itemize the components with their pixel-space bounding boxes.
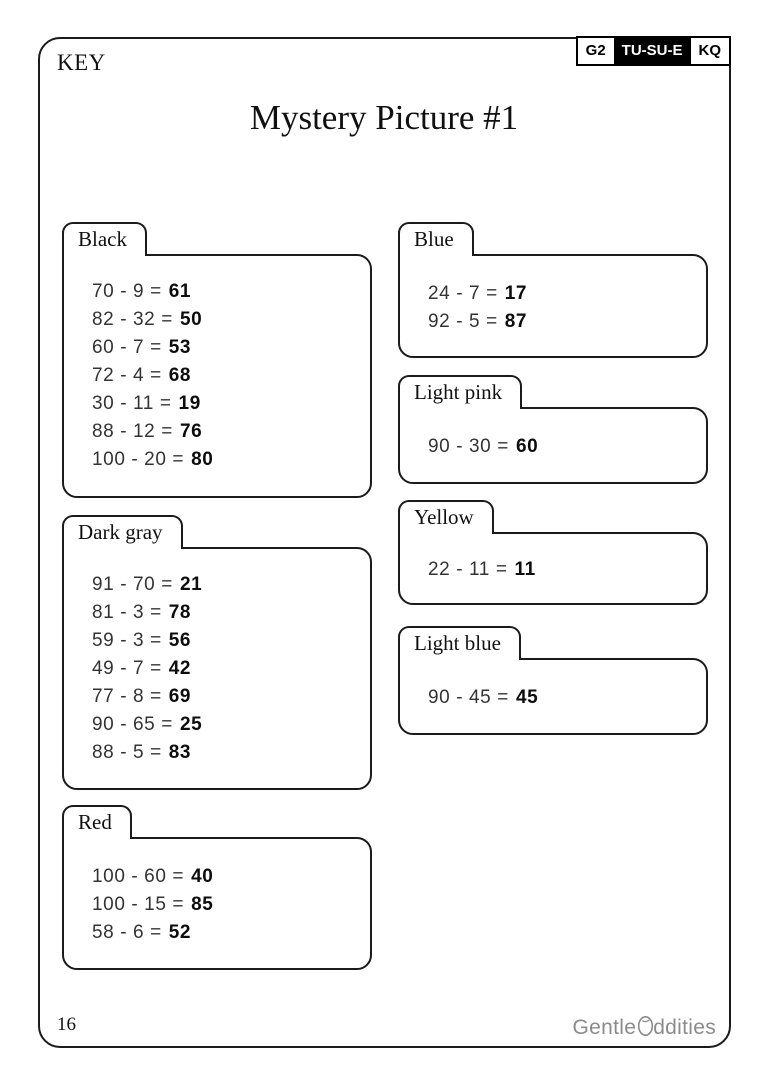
badge-grade: G2 <box>578 38 614 64</box>
equation-expression: 59 - 3 = <box>92 630 162 651</box>
equation-row <box>428 556 706 584</box>
badge-topic-code: TU-SU-E <box>614 38 691 64</box>
color-box-yellow <box>398 500 708 605</box>
equation-row <box>92 599 370 627</box>
equation-expression: 81 - 3 = <box>92 602 162 623</box>
equation-row <box>428 433 706 461</box>
equation-answer: 11 <box>514 559 536 580</box>
equation-list <box>400 409 706 461</box>
equation-expression: 100 - 60 = <box>92 866 185 887</box>
equation-answer: 50 <box>179 309 203 330</box>
equation-answer: 45 <box>515 687 539 708</box>
equation-list <box>64 549 370 767</box>
equation-expression: 72 - 4 = <box>92 365 162 386</box>
equation-row <box>92 683 370 711</box>
color-box-red-tab: Red <box>62 805 132 839</box>
equation-expression: 60 - 7 = <box>92 337 162 358</box>
color-box-light-blue-tab: Light blue <box>398 626 521 660</box>
equation-answer: 21 <box>179 574 203 595</box>
page-number: 16 <box>57 1014 76 1035</box>
equation-answer: 40 <box>191 866 214 887</box>
equation-row <box>428 280 706 308</box>
color-box-light-pink-tab: Light pink <box>398 375 522 409</box>
brand-text-suffix: ddities <box>653 1016 716 1039</box>
color-box-blue-body <box>398 254 708 358</box>
equation-list <box>400 256 706 336</box>
egg-o-icon <box>637 1013 654 1043</box>
equation-list <box>64 256 370 474</box>
equation-list <box>64 839 370 947</box>
brand-logo <box>573 1013 717 1043</box>
color-box-red <box>62 805 372 970</box>
equation-row <box>428 308 706 336</box>
equation-row <box>92 711 370 739</box>
equation-expression: 82 - 32 = <box>92 309 173 330</box>
page-title: Mystery Picture #1 <box>249 98 519 137</box>
equation-answer: 68 <box>168 365 192 386</box>
equation-expression: 49 - 7 = <box>92 658 162 679</box>
equation-expression: 70 - 9 = <box>92 281 162 302</box>
color-box-black <box>62 222 372 498</box>
equation-expression: 91 - 70 = <box>92 574 173 595</box>
color-box-light-blue <box>398 626 708 735</box>
equation-answer: 60 <box>515 436 539 457</box>
equation-answer: 42 <box>168 658 192 679</box>
color-box-black-body <box>62 254 372 498</box>
equation-expression: 90 - 30 = <box>428 436 509 457</box>
equation-expression: 88 - 5 = <box>92 742 162 763</box>
equation-expression: 88 - 12 = <box>92 421 173 442</box>
equation-expression: 24 - 7 = <box>428 283 498 304</box>
badge-set-code: KQ <box>691 38 730 64</box>
equation-row <box>92 891 370 919</box>
color-box-blue-tab: Blue <box>398 222 474 256</box>
equation-answer: 19 <box>178 393 201 414</box>
color-box-red-body <box>62 837 372 970</box>
equation-list <box>400 660 706 712</box>
equation-answer: 78 <box>168 602 192 623</box>
equation-answer: 56 <box>168 630 192 651</box>
equation-expression: 30 - 11 = <box>92 393 172 414</box>
equation-expression: 58 - 6 = <box>92 922 162 943</box>
equation-row <box>92 446 370 474</box>
color-box-light-pink <box>398 375 708 484</box>
color-box-light-pink-body <box>398 407 708 484</box>
equation-row <box>92 627 370 655</box>
equation-expression: 100 - 20 = <box>92 449 185 470</box>
equation-row <box>92 278 370 306</box>
color-box-dark-gray-tab: Dark gray <box>62 515 183 549</box>
equation-answer: 85 <box>191 894 214 915</box>
equation-row <box>92 390 370 418</box>
equation-expression: 92 - 5 = <box>428 311 498 332</box>
equation-row <box>92 306 370 334</box>
equation-row <box>92 418 370 446</box>
color-box-dark-gray <box>62 515 372 790</box>
equation-expression: 100 - 15 = <box>92 894 185 915</box>
equation-list <box>400 534 706 584</box>
equation-row <box>92 334 370 362</box>
equation-row <box>92 919 370 947</box>
equation-expression: 77 - 8 = <box>92 686 162 707</box>
equation-expression: 90 - 65 = <box>92 714 173 735</box>
color-box-yellow-body <box>398 532 708 605</box>
equation-row <box>428 684 706 712</box>
equation-answer: 76 <box>179 421 203 442</box>
equation-answer: 83 <box>168 742 192 763</box>
equation-answer: 52 <box>168 922 192 943</box>
equation-answer: 25 <box>179 714 203 735</box>
equation-answer: 17 <box>504 283 528 304</box>
header-badge-group <box>576 36 731 66</box>
equation-row <box>92 571 370 599</box>
equation-row <box>92 655 370 683</box>
key-label: KEY <box>57 50 106 75</box>
equation-expression: 90 - 45 = <box>428 687 509 708</box>
equation-answer: 61 <box>168 281 192 302</box>
color-box-blue <box>398 222 708 358</box>
equation-row <box>92 362 370 390</box>
equation-expression: 22 - 11 = <box>428 559 508 580</box>
equation-answer: 69 <box>168 686 192 707</box>
equation-row <box>92 863 370 891</box>
brand-text-prefix: Gentle <box>572 1016 637 1039</box>
equation-answer: 87 <box>504 311 528 332</box>
color-box-dark-gray-body <box>62 547 372 790</box>
color-box-black-tab: Black <box>62 222 147 256</box>
equation-row <box>92 739 370 767</box>
equation-answer: 80 <box>191 449 214 470</box>
equation-answer: 53 <box>168 337 192 358</box>
color-box-yellow-tab: Yellow <box>398 500 494 534</box>
color-box-light-blue-body <box>398 658 708 735</box>
